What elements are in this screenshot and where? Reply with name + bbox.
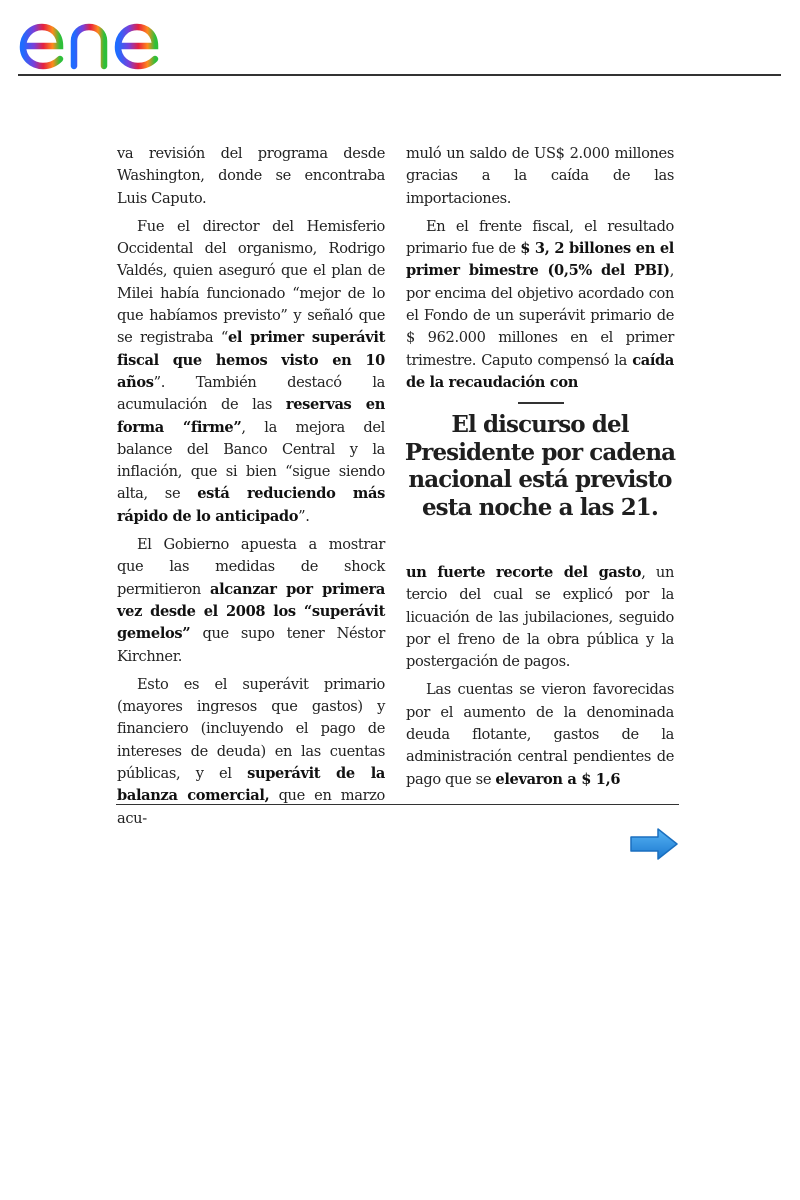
article-column-left <box>117 143 385 836</box>
body-text: En el frente fiscal, el resultado primario fue de <box>406 217 674 258</box>
article-column-right-bottom <box>406 562 674 797</box>
body-text: , por encima del objetivo acordado con el Fondo de un superávit primario de $ 962.000 millones en el primer trimestre. Caputo compensó la <box>406 262 674 369</box>
article-paragraph <box>406 216 674 394</box>
highlight-text: reservas en forma “firme” <box>117 396 385 436</box>
body-text: El Gobierno apuesta a mostrar que las medidas de shock permitieron <box>117 536 385 598</box>
arrow-right-icon[interactable] <box>628 826 680 862</box>
article-paragraph <box>117 216 385 528</box>
enel-logo <box>18 6 193 70</box>
highlight-text: alcanzar por primera vez desde el 2008 los “superávit gemelos” <box>117 580 386 643</box>
body-text: que en marzo acu- <box>117 787 385 827</box>
article-end-divider <box>116 804 679 805</box>
highlight-text: elevaron a $ 1,6 <box>495 770 621 788</box>
header-divider <box>18 74 781 76</box>
pull-quote-divider <box>518 402 564 404</box>
body-text: muló un saldo de US$ 2.000 millones gracias a la caída de las importaciones. <box>406 145 674 207</box>
body-text: ”. También destacó la acumulación de las <box>117 373 385 414</box>
highlight-text: caída de la recaudación con <box>406 351 674 391</box>
body-text: Esto es el superávit primario (mayores ingresos que gastos) y financiero (incluyendo el pago de intereses de deuda) en las cuentas públicas, y el <box>117 675 385 783</box>
pull-quote: El discurso del Presidente por cadena nacional está previsto esta noche a las 21. <box>404 411 676 521</box>
body-text: Fue el director del Hemisferio Occidental del organismo, Rodrigo Valdés, quien aseguró que el plan de Milei había funcionado “mejor de lo que habíamos previsto” y señaló que se registraba “ <box>117 217 385 347</box>
article-paragraph <box>406 562 674 673</box>
article-paragraph <box>117 143 385 210</box>
body-text: , un tercio del cual se explicó por la licuación de las jubilaciones, seguido por el freno de la obra pública y la postergación de pagos. <box>406 564 674 671</box>
highlight-text: está reduciendo más rápido de lo anticipado <box>117 485 385 525</box>
article-paragraph <box>117 674 385 830</box>
body-text: ”. <box>298 507 310 525</box>
highlight-text: el primer superávit fiscal que hemos visto en 10 años <box>117 329 386 391</box>
body-text: , la mejora del balance del Banco Central y la inflación, que si bien “sigue siendo alta, se <box>117 418 385 503</box>
body-text: que supo tener Néstor Kirchner. <box>117 625 385 665</box>
body-text: va revisión del programa desde Washington, donde se encontraba Luis Caputo. <box>117 145 385 207</box>
article-paragraph <box>117 534 385 668</box>
article-column-right-top <box>406 143 674 400</box>
highlight-text: $ 3, 2 billones en el primer bimestre (0,5% del PBI) <box>406 240 675 280</box>
article-paragraph <box>406 679 674 790</box>
highlight-text: un fuerte recorte del gasto <box>406 564 642 581</box>
article-paragraph <box>406 143 674 210</box>
highlight-text: superávit de la balanza comercial, <box>117 765 385 805</box>
body-text: Las cuentas se vieron favorecidas por el aumento de la denominada deuda flotante, gastos de la administración central pendientes de pago que se <box>406 681 674 788</box>
